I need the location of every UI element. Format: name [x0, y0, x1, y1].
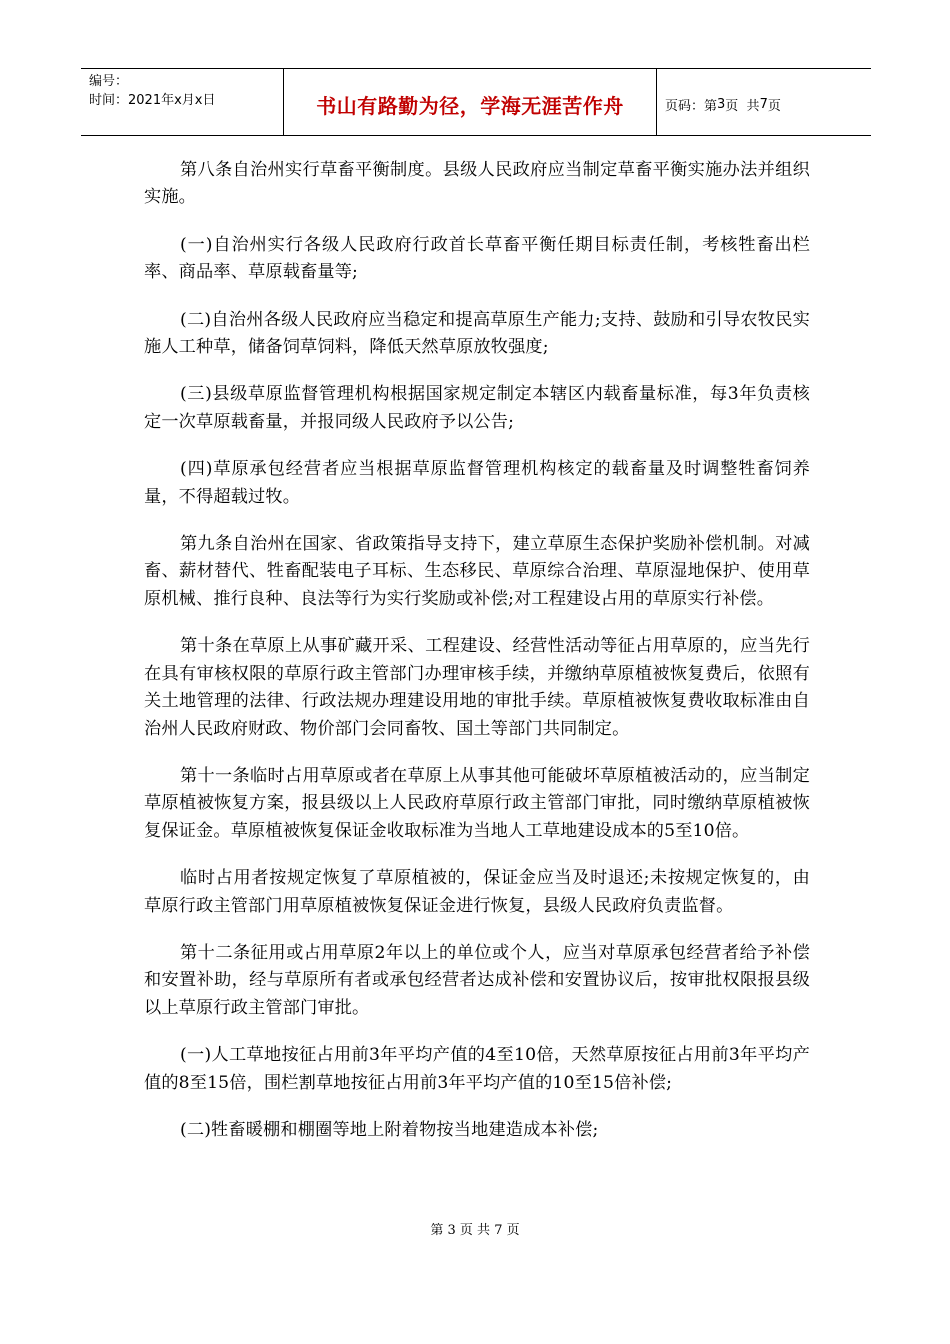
- header-page-cell: [657, 69, 871, 135]
- paragraph-article-12: 第十二条征用或占用草原2年以上的单位或个人，应当对草原承包经营者给予补偿和安置补助，经与草原所有者或承包经营者达成补偿和安置协议后，按审批权限报县级以上草原行政主管部门审批。: [144, 942, 810, 1018]
- footer-mid: 页 共: [455, 1223, 495, 1238]
- paragraph-article-9: 第九条自治州在国家、省政策指导支持下，建立草原生态保护奖励补偿机制。对减畜、薪材替代、牲畜配装电子耳标、生态移民、草原综合治理、草原湿地保护、使用草原机械、推行良种、良法等行为实行奖励或补偿;对工程建设占用的草原实行补偿。: [144, 534, 810, 609]
- paragraph-article-8-item-3: (三)县级草原监督管理机构根据国家规定制定本辖区内载畜量标准，每3年负责核定一次草原载畜量，并报同级人民政府予以公告;: [144, 384, 810, 432]
- paragraph-article-8: 第八条自治州实行草畜平衡制度。县级人民政府应当制定草畜平衡实施办法并组织实施。: [144, 160, 810, 208]
- document-body: [144, 157, 810, 1164]
- page-total-number: 7: [759, 96, 768, 112]
- page-label-mid: 页 共: [725, 98, 760, 114]
- document-date: 时间：2021年x月x日: [89, 93, 216, 108]
- paragraph-article-11: 第十一条临时占用草原或者在草原上从事其他可能破坏草原植被活动的，应当制定草原植被恢复方案，报县级以上人民政府草原行政主管部门审批，同时缴纳草原植被恢复保证金。草原植被恢复保证金收取标准为当地人工草地建设成本的5至10倍。: [144, 765, 810, 841]
- document-header: [81, 68, 871, 136]
- paragraph-article-8-item-4: (四)草原承包经营者应当根据草原监督管理机构核定的载畜量及时调整牲畜饲养量，不得超载过牧。: [144, 459, 810, 507]
- paragraph-article-12-item-1: (一)人工草地按征占用前3年平均产值的4至10倍，天然草原按征占用前3年平均产值的8至15倍，围栏割草地按征占用前3年平均产值的10至15倍补偿;: [144, 1045, 810, 1093]
- header-motto-cell: [284, 69, 657, 135]
- paragraph-article-11-continued: 临时占用者按规定恢复了草原植被的，保证金应当及时退还;未按规定恢复的，由草原行政主管部门用草原植被恢复保证金进行恢复，县级人民政府负责监督。: [144, 868, 810, 916]
- footer-total-pages: 7: [494, 1223, 503, 1238]
- footer-suffix: 页: [502, 1223, 520, 1238]
- header-motto: 书山有路勤为径，学海无涯苦作舟: [316, 93, 624, 118]
- footer-prefix: 第: [430, 1223, 448, 1238]
- paragraph-article-10: 第十条在草原上从事矿藏开采、工程建设、经营性活动等征占用草原的，应当先行在具有审核权限的草原行政主管部门办理审核手续，并缴纳草原植被恢复费后，依照有关土地管理的法律、行政法规办理建设用地的审批手续。草原植被恢复费收取标准由自治州人民政府财政、物价部门会同畜牧、国土等部门共同制定。: [144, 636, 810, 739]
- document-number-label: 编号：: [89, 74, 129, 89]
- header-meta-cell: [81, 69, 284, 135]
- paragraph-article-8-item-2: (二)自治州各级人民政府应当稳定和提高草原生产能力;支持、鼓励和引导农牧民实施人工种草，储备饲草饲料，降低天然草原放牧强度;: [144, 309, 810, 358]
- page-footer: [0, 1219, 950, 1238]
- page-current-number: 3: [717, 96, 726, 112]
- footer-current-page: 3: [447, 1223, 456, 1238]
- paragraph-article-12-item-2: (二)牲畜暖棚和棚圈等地上附着物按当地建造成本补偿;: [180, 1119, 599, 1140]
- paragraph-article-8-item-1: (一)自治州实行各级人民政府行政首长草畜平衡任期目标责任制，考核牲畜出栏率、商品率、草原载畜量等;: [144, 234, 810, 283]
- page-label-prefix: 页码：第: [665, 98, 718, 114]
- page-label-suffix: 页: [767, 98, 781, 114]
